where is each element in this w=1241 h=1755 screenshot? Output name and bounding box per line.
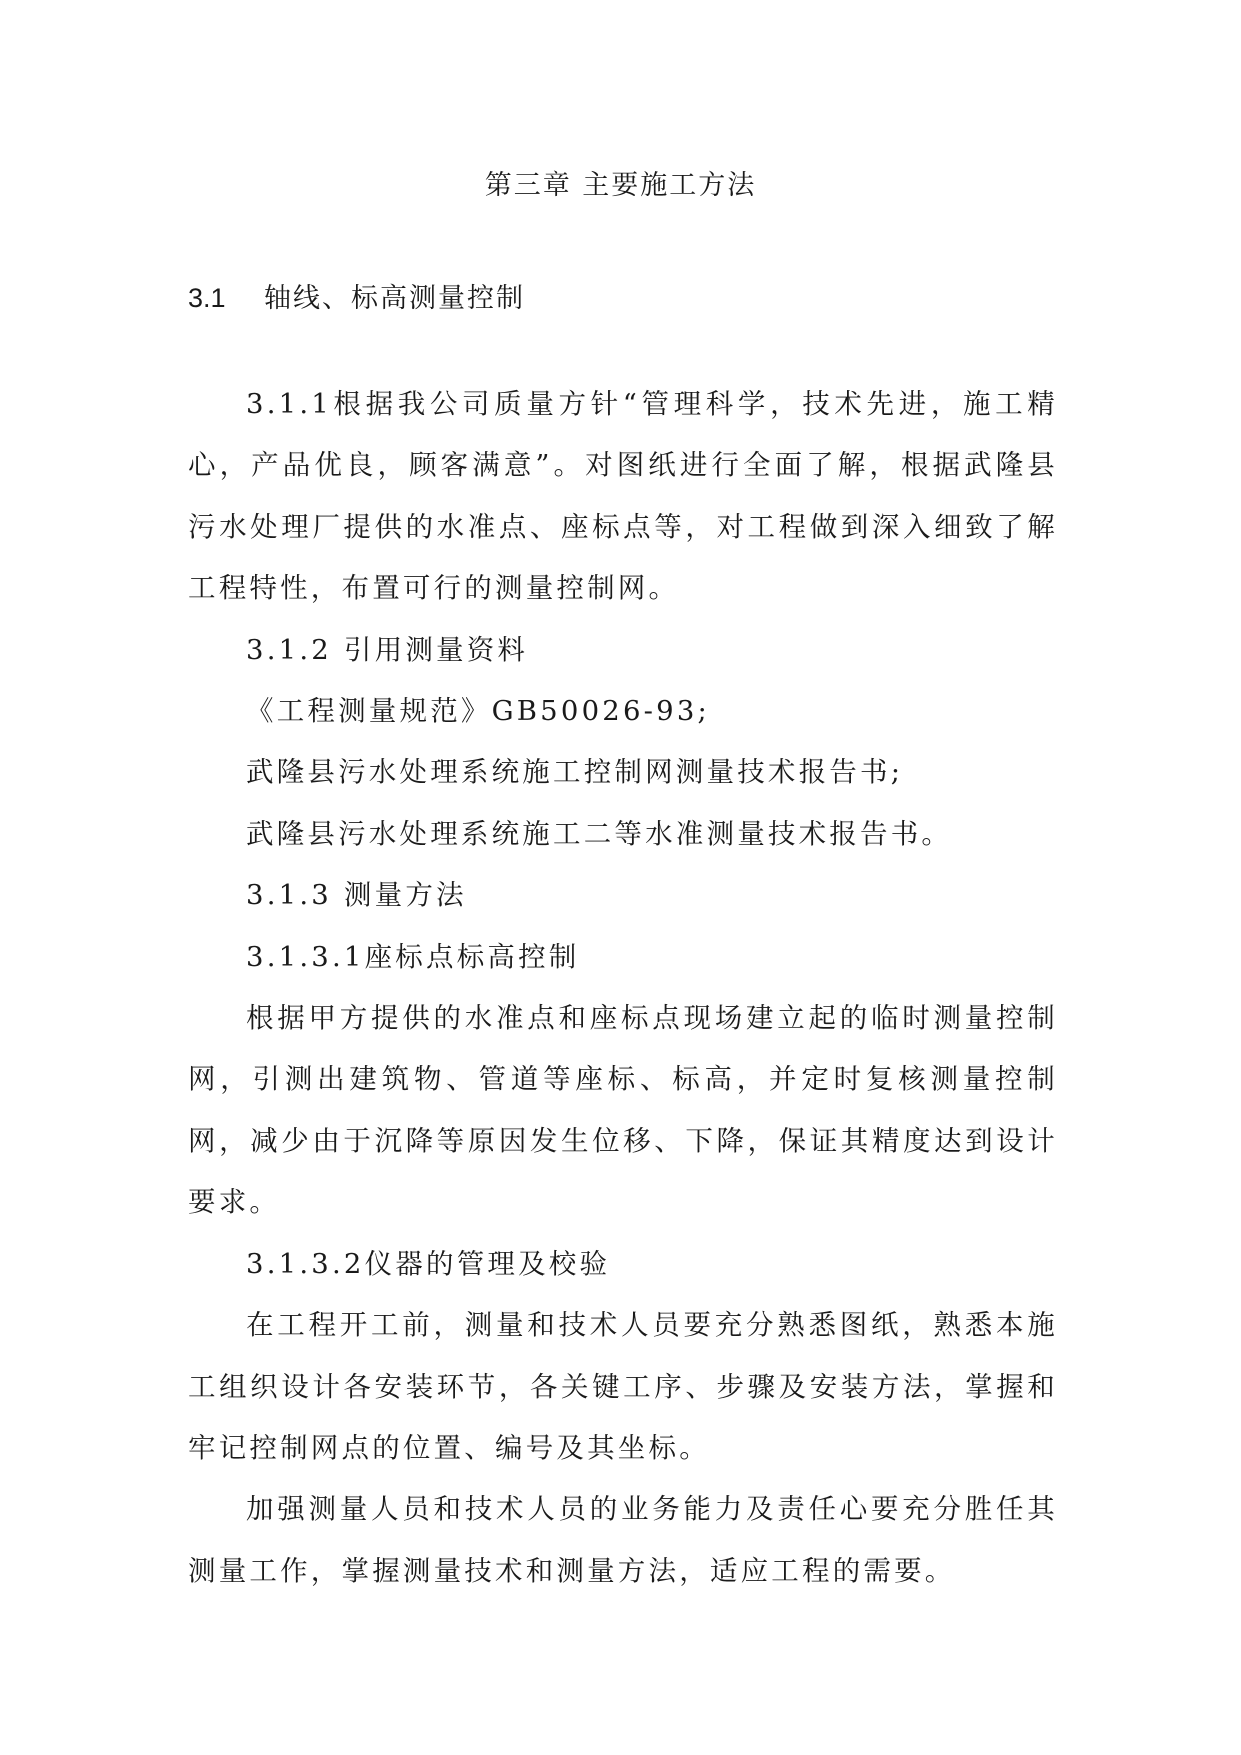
paragraph-control-network: 根据甲方提供的水准点和座标点现场建立起的临时测量控制网，引测出建筑物、管道等座标、标高，并定时复核测量控制网，减少由于沉降等原因发生位移、下降，保证其精度达到设计要求。 (188, 1002, 1058, 1219)
reference-item: 武隆县污水处理系统施工二等水准测量技术报告书。 (246, 817, 953, 850)
paragraph-quality-policy: 3.1.1根据我公司质量方针“管理科学，技术先进，施工精心，产品优良，顾客满意”。对图纸进行全面了解，根据武隆县污水处理厂提供的水准点、座标点等，对工程做到深入细致了解工程特性，布置可行的测量控制网。 (188, 388, 1058, 605)
reference-item: 武隆县污水处理系统施工控制网测量技术报告书; (246, 756, 904, 789)
paragraph-staff-capability: 加强测量人员和技术人员的业务能力及责任心要充分胜任其测量工作，掌握测量技术和测量方法，适应工程的需要。 (188, 1493, 1058, 1587)
subheading-coordinate-elevation-control: 3.1.3.1座标点标高控制 (246, 940, 580, 973)
section-title: 轴线、标高测量控制 (264, 283, 525, 314)
section-number: 3.1 (188, 283, 226, 313)
paragraph-pre-construction-preparation: 在工程开工前，测量和技术人员要充分熟悉图纸，熟悉本施工组织设计各安装环节，各关键工序、步骤及安装方法，掌握和牢记控制网点的位置、编号及其坐标。 (188, 1309, 1058, 1464)
section-heading (188, 280, 525, 317)
chapter-title: 第三章 主要施工方法 (484, 170, 757, 201)
reference-item: 《工程测量规范》GB50026-93; (246, 695, 711, 728)
subheading-instrument-management: 3.1.3.2仪器的管理及校验 (246, 1247, 611, 1280)
subheading-survey-method: 3.1.3 测量方法 (246, 879, 467, 912)
subheading-reference-materials: 3.1.2 引用测量资料 (246, 633, 529, 666)
document-body (188, 374, 1058, 1602)
